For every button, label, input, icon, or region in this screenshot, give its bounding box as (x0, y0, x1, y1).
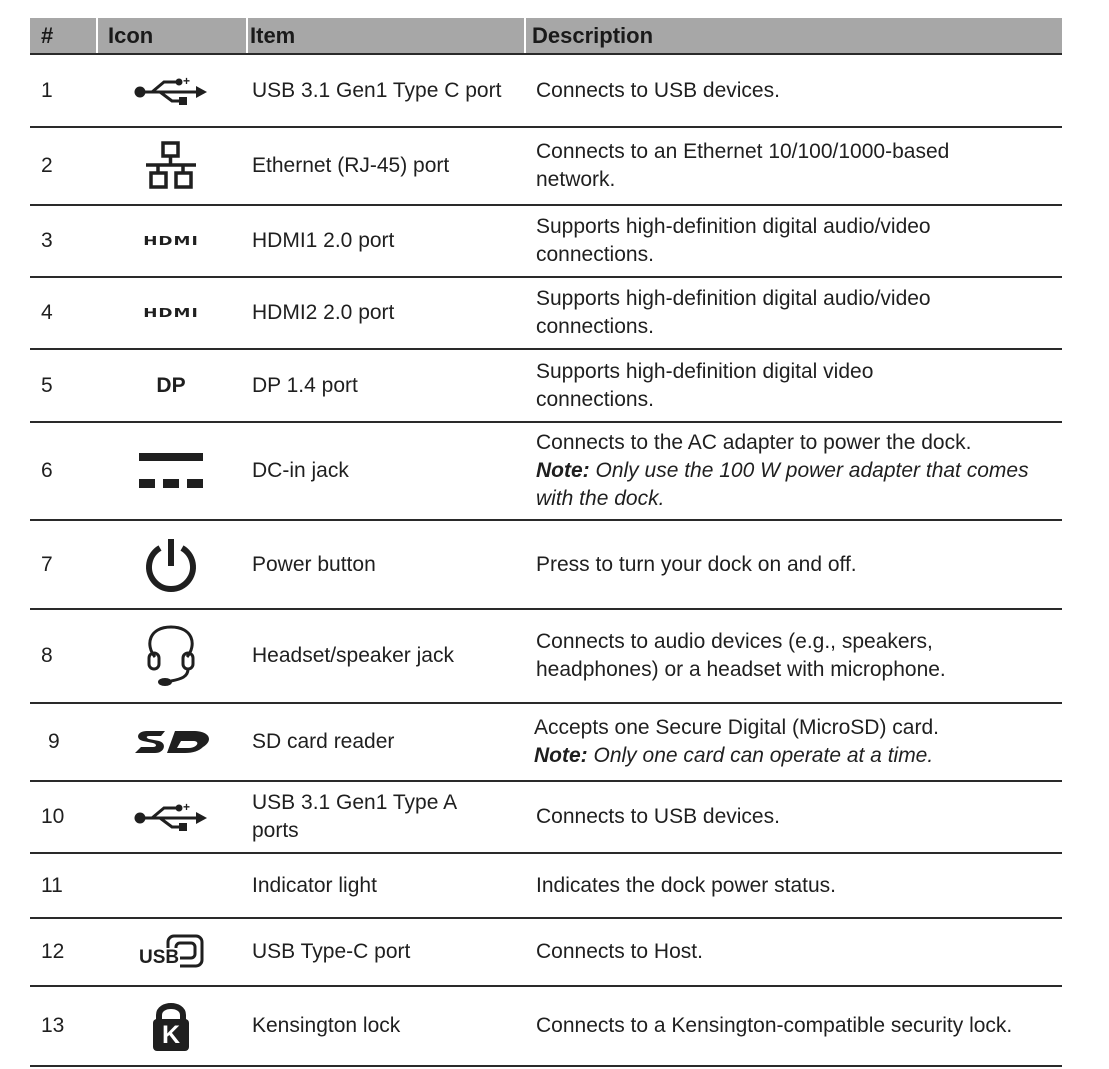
description-text: Connects to the AC adapter to power the dock. (536, 431, 972, 454)
hdmi-icon: HDMI (143, 233, 199, 249)
item-name: HDMI1 2.0 port (252, 229, 395, 252)
item-description: Connects to an Ethernet 10/100/1000-based network. (536, 140, 950, 191)
item-name: USB 3.1 Gen1 Type A ports (252, 791, 456, 842)
note-label: Note: (534, 744, 588, 767)
item-description: Supports high-definition digital audio/video connections. (536, 287, 931, 338)
item-name: Headset/speaker jack (252, 644, 454, 667)
item-description (524, 704, 1062, 780)
sd-card-icon (96, 704, 246, 780)
item-name: Kensington lock (252, 1014, 401, 1037)
item-name: DP 1.4 port (252, 373, 358, 397)
row-number: 7 (41, 552, 53, 576)
hdmi-icon: HDMI (143, 305, 199, 321)
description-text: Accepts one Secure Digital (MicroSD) card. (534, 716, 939, 739)
empty-icon-cell (96, 854, 246, 917)
usb-label: USB (139, 947, 180, 968)
item-name: Ethernet (RJ-45) port (252, 154, 450, 177)
table-row (30, 206, 1062, 278)
table-row (30, 919, 1062, 987)
ethernet-icon (96, 128, 246, 204)
row-number: 4 (41, 301, 53, 324)
table-row (30, 782, 1062, 854)
item-description (524, 423, 1062, 519)
table-row (30, 350, 1062, 423)
table-row (30, 55, 1062, 128)
svg-text:+: + (183, 802, 191, 814)
usb-icon (96, 55, 246, 126)
row-number: 13 (41, 1014, 65, 1037)
table-row (30, 521, 1062, 610)
item-description: Indicates the dock power status. (536, 873, 836, 897)
row-number: 6 (41, 459, 53, 482)
table-row (30, 854, 1062, 919)
item-description: Supports high-definition digital audio/video connections. (536, 215, 931, 266)
row-number: 2 (41, 154, 53, 177)
item-name: USB Type-C port (252, 940, 411, 963)
dp-icon: DP (156, 373, 186, 397)
usb-icon (96, 782, 246, 852)
table-row (30, 423, 1062, 521)
row-number: 11 (41, 873, 63, 897)
item-name: Indicator light (252, 873, 377, 897)
dc-in-icon (96, 423, 246, 519)
item-description: Supports high-definition digital video connections. (536, 359, 874, 411)
table-row (30, 704, 1062, 782)
note-text: Only use the 100 W power adapter that comes with the dock. (536, 459, 1029, 510)
item-description: Connects to audio devices (e.g., speakers, headphones) or a headset with microphone. (536, 630, 946, 681)
item-name: SD card reader (252, 730, 395, 753)
note-label: Note: (536, 459, 590, 482)
item-name: USB 3.1 Gen1 Type C port (252, 78, 502, 102)
table-row (30, 987, 1062, 1067)
row-number: 10 (41, 805, 65, 828)
row-number: 8 (41, 644, 53, 667)
item-name: DC-in jack (252, 459, 349, 482)
item-description: Connects to USB devices. (536, 805, 780, 828)
row-number: 9 (48, 730, 60, 753)
ports-table (30, 18, 1062, 1067)
header-num: # (41, 22, 54, 48)
header-icon: Icon (96, 18, 246, 53)
kensington-lock-icon (96, 987, 246, 1065)
row-number: 5 (41, 373, 53, 397)
header-item: Item (246, 18, 524, 53)
row-number: 3 (41, 229, 53, 252)
item-description: Connects to USB devices. (536, 78, 780, 102)
table-row (30, 278, 1062, 350)
lock-letter: K (161, 1021, 181, 1049)
item-description: Connects to a Kensington-compatible security lock. (536, 1014, 1013, 1037)
table-row (30, 610, 1062, 704)
note-text: Only one card can operate at a time. (587, 744, 934, 767)
item-description: Press to turn your dock on and off. (536, 552, 857, 576)
usb-type-c-host-icon (96, 919, 246, 985)
row-number: 12 (41, 940, 65, 963)
headset-icon (96, 610, 246, 702)
table-header (30, 18, 1062, 55)
header-description: Description (524, 18, 1062, 53)
table-row (30, 128, 1062, 206)
power-icon (96, 521, 246, 608)
row-number: 1 (41, 78, 53, 102)
item-name: Power button (252, 552, 376, 576)
item-description: Connects to Host. (536, 940, 703, 963)
item-name: HDMI2 2.0 port (252, 301, 395, 324)
svg-text:+: + (183, 75, 191, 88)
